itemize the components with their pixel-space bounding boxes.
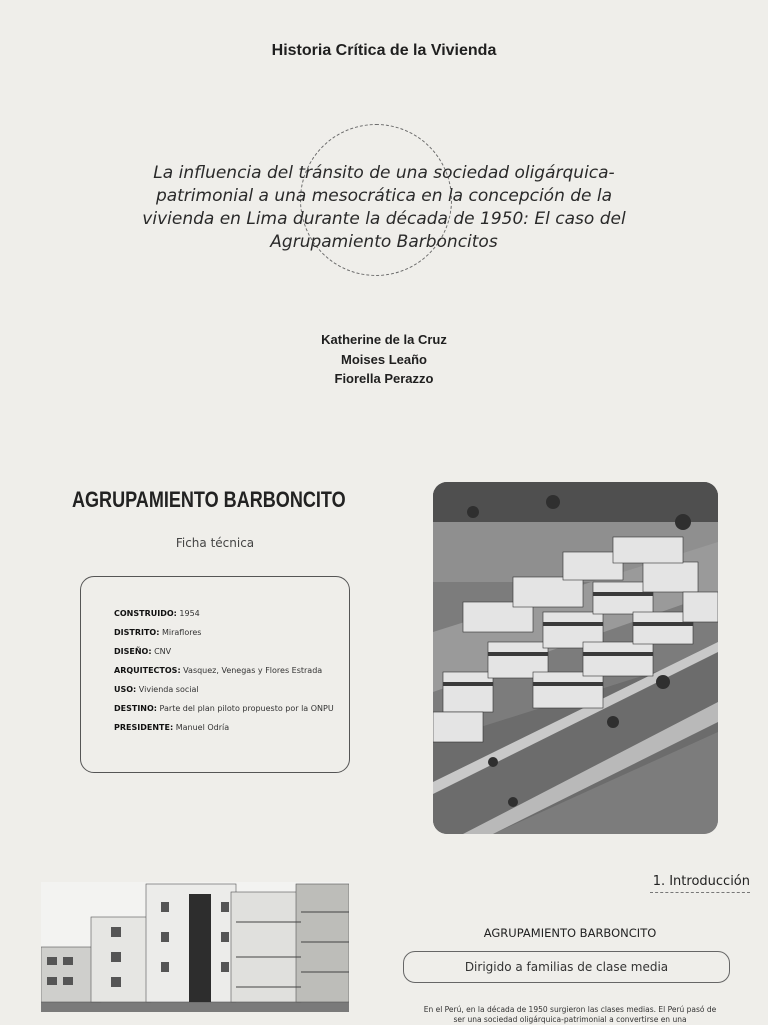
course-title: Historia Crítica de la Vivienda: [271, 42, 497, 59]
spec-value: 1954: [176, 609, 200, 618]
target-audience-pill: Dirigido a familias de clase media: [403, 951, 730, 983]
spec-row: [114, 609, 200, 618]
introduction-heading: 1. Introducción: [650, 874, 750, 893]
author-name: Fiorella Perazzo: [334, 371, 434, 386]
project-heading: AGRUPAMIENTO BARBONCITO: [72, 487, 346, 512]
spec-value: Vasquez, Venegas y Flores Estrada: [180, 666, 323, 675]
spec-row: [114, 628, 201, 637]
spec-row: [114, 704, 334, 713]
main-title: La influencia del tránsito de una sociedad oligárquica-patrimonial a una mesocrática en la concepción de la vivienda en Lima durante la década de 1950: El caso del Agrupamiento Barboncitos: [142, 163, 626, 252]
spec-key: USO:: [114, 685, 137, 694]
spec-row: [114, 685, 199, 694]
aerial-photo: [433, 482, 718, 834]
spec-value: CNV: [151, 647, 172, 656]
spec-key: DISEÑO:: [114, 647, 152, 656]
intro-body-text: En el Perú, en la década de 1950 surgieron las clases medias. El Perú pasó de ser una sociedad oligárquica-patrimonial a convertirse en una: [423, 1005, 717, 1024]
aerial-photo-illustration: [433, 482, 718, 834]
tech-sheet-subheading: Ficha técnica: [175, 536, 255, 550]
spec-row: [114, 647, 171, 656]
spec-row: [114, 666, 322, 675]
author-name: Moises Leaño: [341, 351, 427, 367]
spec-key: CONSTRUIDO:: [114, 609, 177, 618]
spec-key: ARQUITECTOS:: [114, 666, 181, 675]
spec-value: Manuel Odría: [173, 723, 230, 732]
spec-value: Miraflores: [159, 628, 202, 637]
author-name: Katherine de la Cruz: [321, 332, 447, 347]
spec-key: PRESIDENTE:: [114, 723, 174, 732]
spec-value: Parte del plan piloto propuesto por la ONPU: [157, 704, 334, 713]
tech-sheet-card: [80, 576, 350, 773]
spec-key: DISTRITO:: [114, 628, 160, 637]
spec-key: DESTINO:: [114, 704, 157, 713]
authors-list: [0, 330, 768, 389]
spec-value: Vivienda social: [136, 685, 199, 694]
building-photo-illustration: [41, 882, 349, 1012]
building-photo: [41, 882, 349, 1012]
section-title: AGRUPAMIENTO BARBONCITO: [483, 926, 657, 940]
spec-row: [114, 723, 229, 732]
